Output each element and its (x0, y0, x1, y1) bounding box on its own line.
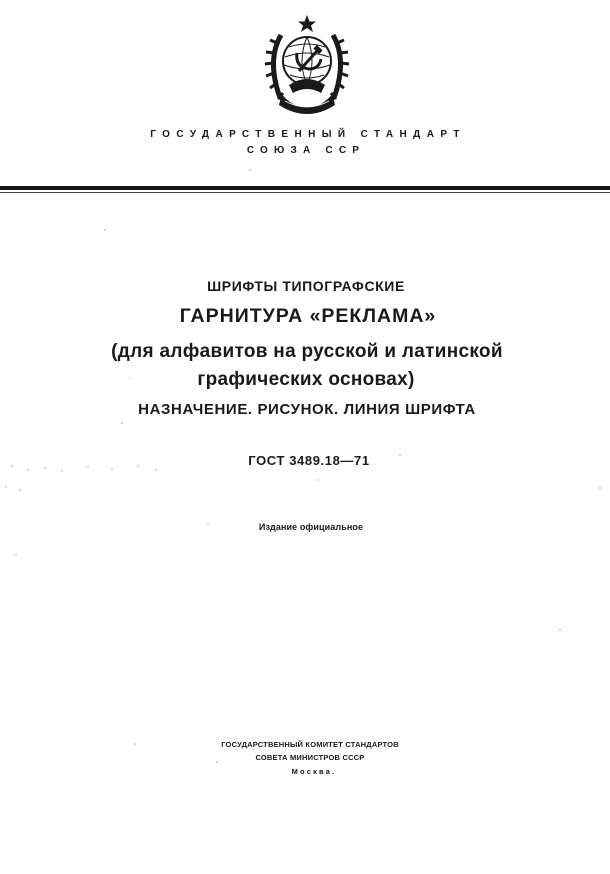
title-line-2: ГАРНИТУРА «РЕКЛАМА» (179, 305, 437, 327)
title-line-1: ШРИФТЫ ТИПОГРАФСКИЕ (207, 278, 405, 294)
standard-number: ГОСТ 3489.18—71 (248, 453, 370, 468)
title-line-5: НАЗНАЧЕНИЕ. РИСУНОК. ЛИНИЯ ШРИФТА (138, 401, 476, 418)
title-line-4: графических основах) (197, 369, 415, 390)
publisher-line-1: ГОСУДАРСТВЕННЫЙ КОМИТЕТ СТАНДАРТОВ (221, 740, 399, 749)
header-union: СОЮЗА ССР (246, 145, 366, 156)
state-emblem-icon (259, 13, 355, 117)
header-standard: ГОСУДАРСТВЕННЫЙ СТАНДАРТ (150, 129, 466, 140)
header-divider-thick (0, 186, 610, 190)
edition-label: Издание официальное (258, 522, 364, 532)
publisher-line-2: СОВЕТА МИНИСТРОВ СССР (255, 753, 365, 762)
header-divider-thin (0, 192, 610, 193)
publisher-city: Москва. (291, 767, 337, 776)
title-line-3: (для алфавитов на русской и латинской (111, 341, 503, 362)
